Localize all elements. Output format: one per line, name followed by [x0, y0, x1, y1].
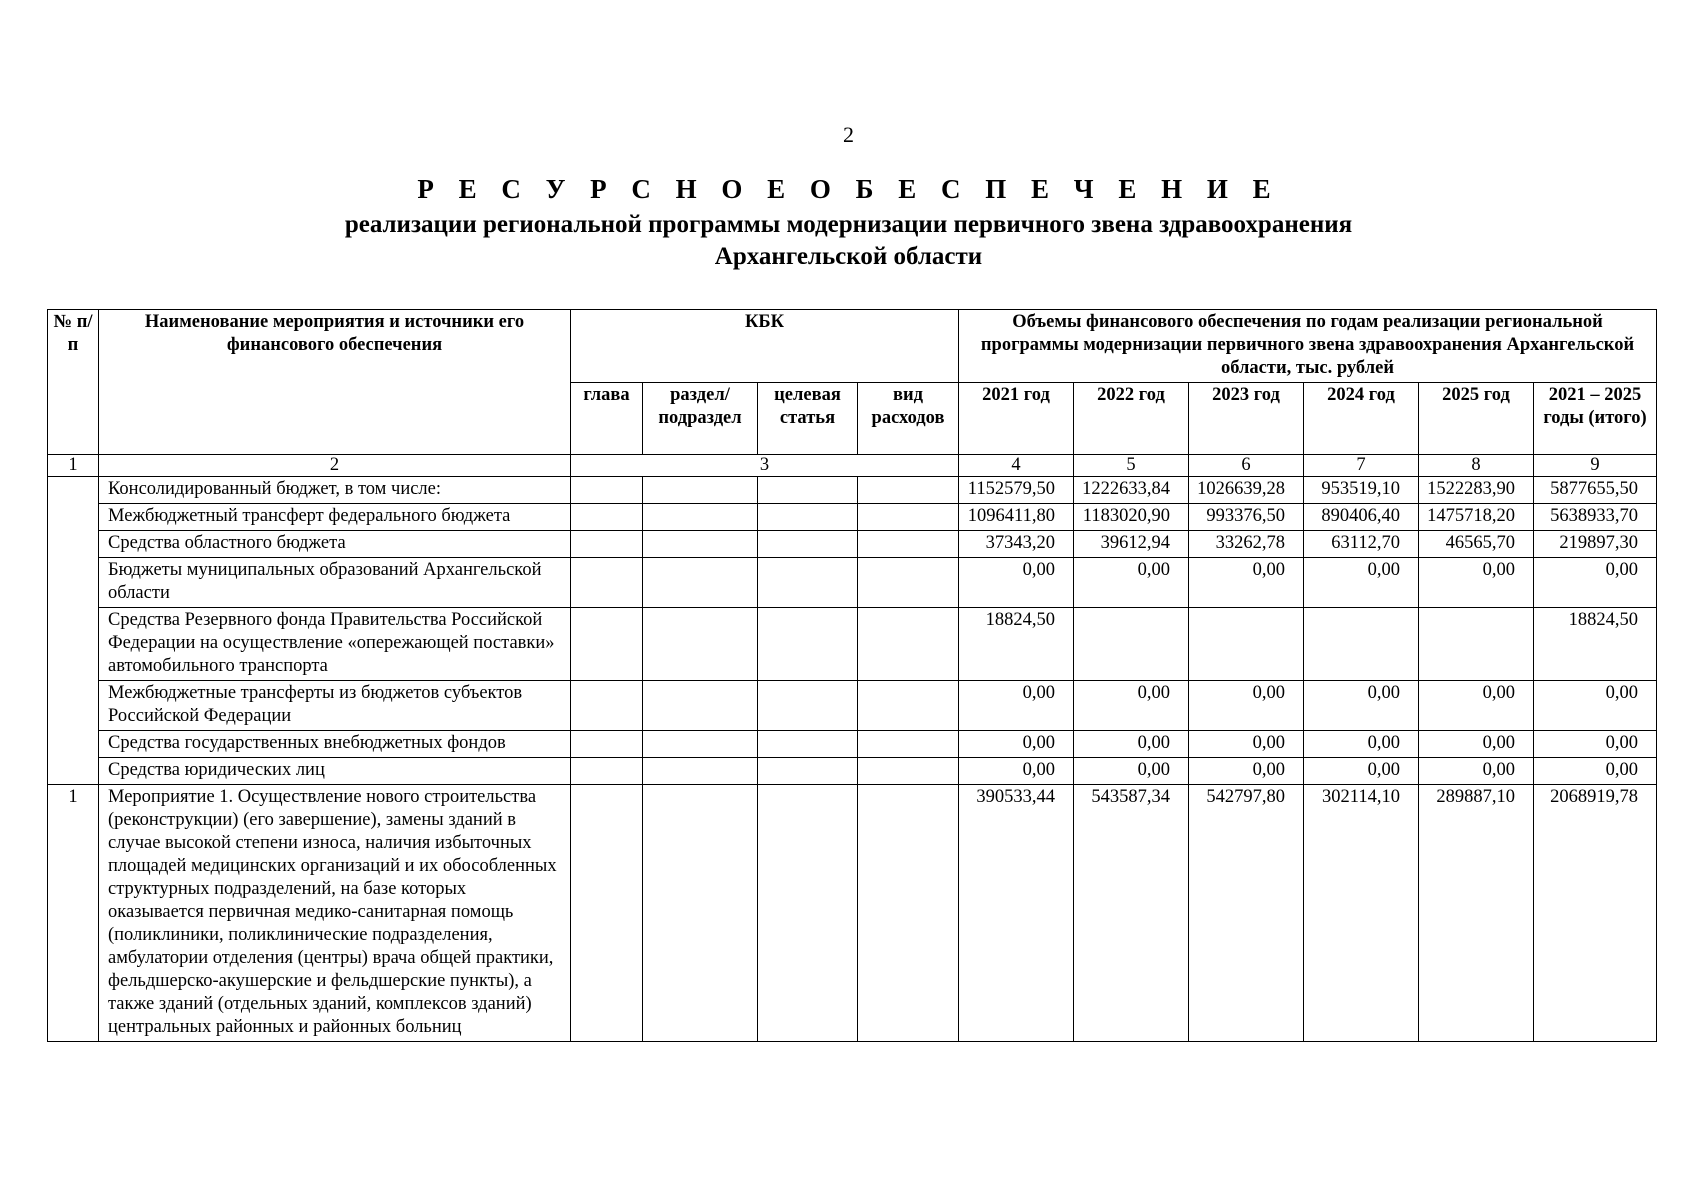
header-glava: глава	[571, 383, 643, 455]
value-cell: 63112,70	[1304, 531, 1419, 558]
row-name-cell: Консолидированный бюджет, в том числе:	[99, 477, 571, 504]
value-cell: 0,00	[1534, 681, 1657, 731]
table-row	[48, 504, 1657, 531]
index-cell: 3	[571, 455, 959, 477]
kbk-cell	[643, 558, 758, 608]
value-cell: 1183020,90	[1074, 504, 1189, 531]
table-row	[48, 731, 1657, 758]
index-cell: 7	[1304, 455, 1419, 477]
value-cell: 5877655,50	[1534, 477, 1657, 504]
kbk-cell	[758, 785, 858, 1042]
row-number-cell	[48, 477, 99, 785]
table-row	[48, 785, 1657, 1042]
kbk-cell	[571, 758, 643, 785]
kbk-cell	[571, 681, 643, 731]
value-cell: 5638933,70	[1534, 504, 1657, 531]
value-cell: 0,00	[1304, 758, 1419, 785]
kbk-cell	[643, 531, 758, 558]
value-cell: 302114,10	[1304, 785, 1419, 1042]
index-row	[48, 455, 1657, 477]
header-name: Наименование мероприятия и источники его финансового обеспечения	[99, 310, 571, 455]
row-name-cell: Средства юридических лиц	[99, 758, 571, 785]
table-row	[48, 608, 1657, 681]
value-cell: 1475718,20	[1419, 504, 1534, 531]
kbk-cell	[758, 477, 858, 504]
row-name-cell: Средства государственных внебюджетных фондов	[99, 731, 571, 758]
value-cell: 0,00	[1304, 681, 1419, 731]
value-cell: 0,00	[1534, 558, 1657, 608]
header-kbk: КБК	[571, 310, 959, 383]
row-name-cell: Межбюджетные трансферты из бюджетов субъектов Российской Федерации	[99, 681, 571, 731]
value-cell: 0,00	[959, 731, 1074, 758]
index-cell: 1	[48, 455, 99, 477]
kbk-cell	[571, 731, 643, 758]
kbk-cell	[643, 731, 758, 758]
kbk-cell	[571, 477, 643, 504]
value-cell: 542797,80	[1189, 785, 1304, 1042]
value-cell: 0,00	[1419, 681, 1534, 731]
header-2022: 2022 год	[1074, 383, 1189, 455]
value-cell: 390533,44	[959, 785, 1074, 1042]
kbk-cell	[858, 531, 959, 558]
value-cell: 0,00	[1189, 558, 1304, 608]
header-total: 2021 – 2025 годы (итого)	[1534, 383, 1657, 455]
row-number-cell: 1	[48, 785, 99, 1042]
kbk-cell	[758, 758, 858, 785]
kbk-cell	[643, 477, 758, 504]
value-cell: 37343,20	[959, 531, 1074, 558]
value-cell: 0,00	[959, 758, 1074, 785]
kbk-cell	[571, 504, 643, 531]
row-name-cell: Бюджеты муниципальных образований Архангельской области	[99, 558, 571, 608]
value-cell: 1096411,80	[959, 504, 1074, 531]
table-row	[48, 531, 1657, 558]
subtitle-line-1: реализации региональной программы модернизации первичного звена здравоохранения	[344, 211, 1353, 238]
value-cell: 0,00	[1074, 731, 1189, 758]
index-cell: 4	[959, 455, 1074, 477]
header-2024: 2024 год	[1304, 383, 1419, 455]
row-name-cell: Межбюджетный трансферт федерального бюджета	[99, 504, 571, 531]
index-cell: 2	[99, 455, 571, 477]
kbk-cell	[858, 785, 959, 1042]
value-cell: 890406,40	[1304, 504, 1419, 531]
value-cell: 0,00	[959, 681, 1074, 731]
value-cell: 219897,30	[1534, 531, 1657, 558]
value-cell: 0,00	[1189, 758, 1304, 785]
index-cell: 8	[1419, 455, 1534, 477]
value-cell: 46565,70	[1419, 531, 1534, 558]
kbk-cell	[571, 785, 643, 1042]
header-razdel: раздел/ подраздел	[643, 383, 758, 455]
kbk-cell	[858, 558, 959, 608]
header-2021: 2021 год	[959, 383, 1074, 455]
kbk-cell	[758, 531, 858, 558]
header-2025: 2025 год	[1419, 383, 1534, 455]
value-cell: 0,00	[1189, 681, 1304, 731]
header-2023: 2023 год	[1189, 383, 1304, 455]
value-cell: 1522283,90	[1419, 477, 1534, 504]
value-cell: 0,00	[1189, 731, 1304, 758]
kbk-cell	[643, 608, 758, 681]
value-cell: 289887,10	[1419, 785, 1534, 1042]
kbk-cell	[571, 531, 643, 558]
kbk-cell	[643, 681, 758, 731]
value-cell: 953519,10	[1304, 477, 1419, 504]
value-cell: 0,00	[1534, 731, 1657, 758]
row-name-cell: Мероприятие 1. Осуществление нового строительства (реконструкции) (его завершение), замены зданий в случае высокой степени износа, наличия избыточных площадей медицинских организаций и их обособленных структурных подразделений, на базе которых оказывается первичная медико-санитарная помощь (поликлиники, поликлинические подразделения, амбулатории отделения (центры) врача общей практики, фельдшерско-акушерские и фельдшерские пункты), а также зданий (отдельных зданий, комплексов зданий) центральных районных и районных больниц	[99, 785, 571, 1042]
value-cell: 2068919,78	[1534, 785, 1657, 1042]
kbk-cell	[758, 558, 858, 608]
value-cell: 0,00	[1074, 758, 1189, 785]
index-cell: 5	[1074, 455, 1189, 477]
value-cell	[1189, 608, 1304, 681]
value-cell: 0,00	[1419, 758, 1534, 785]
value-cell: 993376,50	[1189, 504, 1304, 531]
value-cell	[1419, 608, 1534, 681]
table-row	[48, 681, 1657, 731]
header-volumes: Объемы финансового обеспечения по годам реализации региональной программы модернизации первичного звена здравоохранения Архангельской области, тыс. рублей	[959, 310, 1657, 383]
document-title: Р Е С У Р С Н О Е О Б Е С П Е Ч Е Н И Е	[417, 174, 1280, 204]
kbk-cell	[643, 785, 758, 1042]
value-cell: 1026639,28	[1189, 477, 1304, 504]
value-cell: 0,00	[1304, 731, 1419, 758]
kbk-cell	[643, 504, 758, 531]
value-cell: 33262,78	[1189, 531, 1304, 558]
value-cell	[1304, 608, 1419, 681]
kbk-cell	[858, 731, 959, 758]
table-row	[48, 558, 1657, 608]
kbk-cell	[758, 731, 858, 758]
value-cell: 0,00	[959, 558, 1074, 608]
value-cell: 0,00	[1074, 681, 1189, 731]
header-vid: вид расходов	[858, 383, 959, 455]
kbk-cell	[571, 558, 643, 608]
kbk-cell	[858, 758, 959, 785]
row-name-cell: Средства областного бюджета	[99, 531, 571, 558]
subtitle-line-2: Архангельской области	[714, 243, 983, 270]
value-cell: 0,00	[1419, 731, 1534, 758]
value-cell: 39612,94	[1074, 531, 1189, 558]
kbk-cell	[858, 681, 959, 731]
value-cell: 0,00	[1534, 758, 1657, 785]
value-cell: 1222633,84	[1074, 477, 1189, 504]
index-cell: 9	[1534, 455, 1657, 477]
value-cell: 0,00	[1304, 558, 1419, 608]
header-no: № п/п	[48, 310, 99, 455]
document-subtitle	[0, 209, 1697, 273]
value-cell: 1152579,50	[959, 477, 1074, 504]
kbk-cell	[758, 681, 858, 731]
kbk-cell	[758, 608, 858, 681]
value-cell: 18824,50	[959, 608, 1074, 681]
value-cell: 18824,50	[1534, 608, 1657, 681]
row-name-cell: Средства Резервного фонда Правительства Российской Федерации на осуществление «опережающей поставки» автомобильного транспорта	[99, 608, 571, 681]
value-cell: 0,00	[1419, 558, 1534, 608]
kbk-cell	[643, 758, 758, 785]
value-cell	[1074, 608, 1189, 681]
page-number: 2	[843, 122, 854, 147]
kbk-cell	[758, 504, 858, 531]
kbk-cell	[858, 504, 959, 531]
kbk-cell	[858, 477, 959, 504]
value-cell: 543587,34	[1074, 785, 1189, 1042]
value-cell: 0,00	[1074, 558, 1189, 608]
index-cell: 6	[1189, 455, 1304, 477]
resource-table	[47, 309, 1657, 1042]
table-row	[48, 758, 1657, 785]
kbk-cell	[858, 608, 959, 681]
kbk-cell	[571, 608, 643, 681]
table-row	[48, 477, 1657, 504]
header-celevaya: целевая статья	[758, 383, 858, 455]
